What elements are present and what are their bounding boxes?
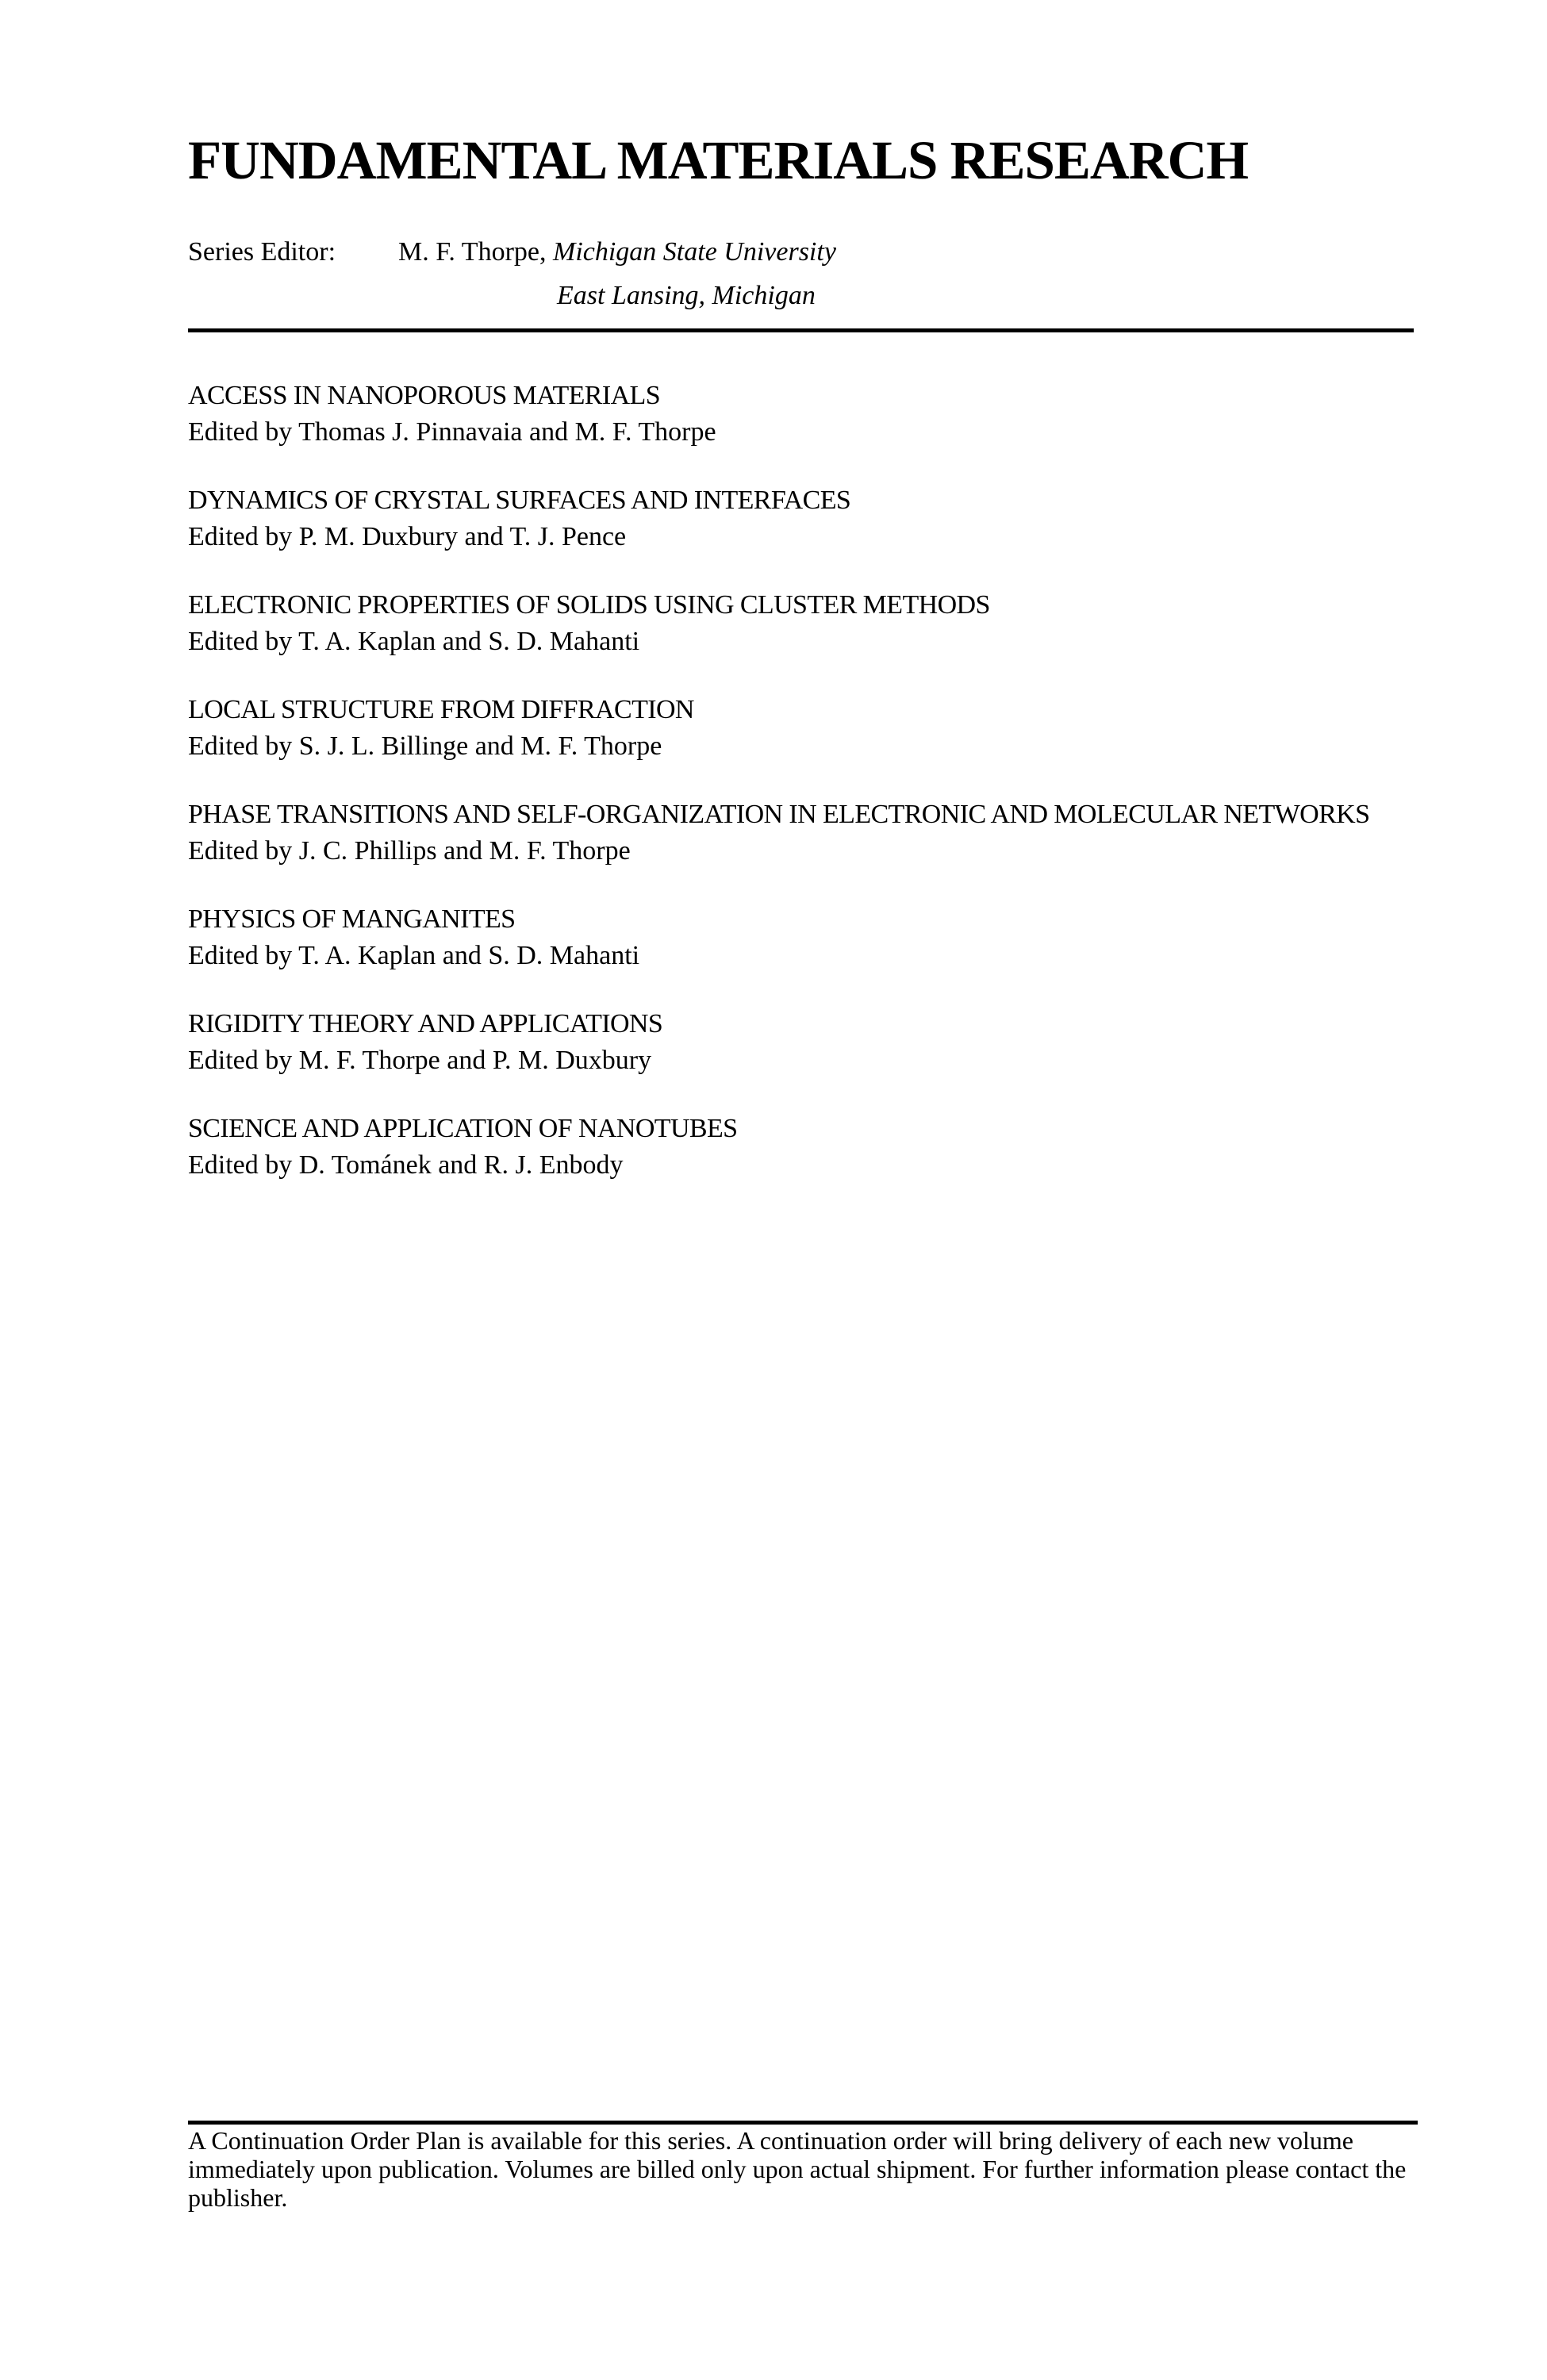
series-editor-location: East Lansing, Michigan [557, 281, 816, 310]
volume-title: LOCAL STRUCTURE FROM DIFFRACTION [188, 695, 694, 724]
volume-title: PHASE TRANSITIONS AND SELF-ORGANIZATION IN ELECTRONIC AND MOLECULAR NETWORKS [188, 800, 1370, 829]
volume-item [188, 1006, 1414, 1079]
footnote-divider [188, 2121, 1418, 2125]
series-title: FUNDAMENTAL MATERIALS RESEARCH [188, 130, 1249, 190]
volume-title: PHYSICS OF MANGANITES [188, 904, 516, 934]
volume-item [188, 378, 1414, 451]
volume-editors: Edited by Thomas J. Pinnavaia and M. F. Thorpe [188, 417, 716, 447]
volume-title: ACCESS IN NANOPOROUS MATERIALS [188, 381, 661, 410]
continuation-order-note: A Continuation Order Plan is available for this series. A continuation order will bring delivery of each new volume immediately upon publication. Volumes are billed only upon actual shipment. For further information please contact the publisher. [188, 2126, 1407, 2212]
series-editor-info [398, 230, 836, 317]
series-editor-label: Series Editor: [188, 237, 336, 267]
volume-editors: Edited by S. J. L. Billinge and M. F. Thorpe [188, 731, 662, 761]
series-editor-institution: Michigan State University [553, 237, 836, 267]
series-editor-block [188, 230, 836, 317]
volume-editors: Edited by T. A. Kaplan and S. D. Mahanti [188, 627, 640, 656]
volume-editors: Edited by P. M. Duxbury and T. J. Pence [188, 522, 627, 551]
header-divider [188, 328, 1414, 332]
volume-item [188, 901, 1414, 974]
volume-item [188, 1111, 1414, 1184]
volume-editors: Edited by M. F. Thorpe and P. M. Duxbury [188, 1046, 652, 1075]
volume-item [188, 482, 1414, 555]
volume-title: DYNAMICS OF CRYSTAL SURFACES AND INTERFACES [188, 486, 851, 515]
volume-title: SCIENCE AND APPLICATION OF NANOTUBES [188, 1114, 738, 1143]
volume-editors: Edited by D. Tománek and R. J. Enbody [188, 1150, 624, 1180]
series-editor-name: M. F. Thorpe, [398, 237, 547, 267]
volume-item [188, 692, 1414, 765]
series-editor-row [188, 230, 836, 317]
volume-title: ELECTRONIC PROPERTIES OF SOLIDS USING CLUSTER METHODS [188, 590, 990, 620]
volume-list [188, 378, 1414, 1215]
volume-item [188, 797, 1414, 869]
volume-title: RIGIDITY THEORY AND APPLICATIONS [188, 1009, 663, 1038]
volume-editors: Edited by J. C. Phillips and M. F. Thorpe [188, 836, 631, 866]
volume-editors: Edited by T. A. Kaplan and S. D. Mahanti [188, 941, 640, 970]
volume-item [188, 587, 1414, 660]
series-editor-name-line [398, 230, 836, 274]
